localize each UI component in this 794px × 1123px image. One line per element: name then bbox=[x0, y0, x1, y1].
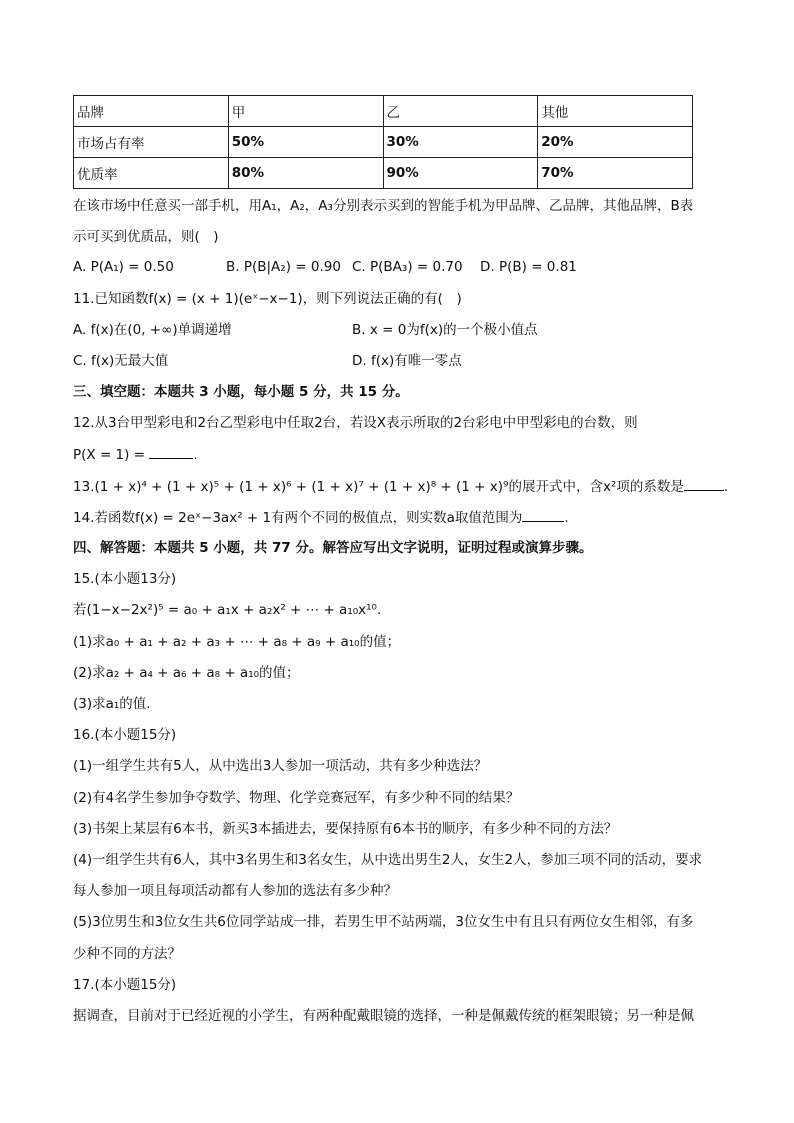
q11-option-c: C. f(x)无最大值 bbox=[73, 353, 169, 369]
table-cell: 90% bbox=[383, 158, 538, 189]
q15-given: 若(1−x−2x²)⁵ = a₀ + a₁x + a₂x² + ⋯ + a₁₀x¹⁰. bbox=[73, 602, 382, 618]
q14-line: 14.若函数f(x) = 2eˣ−3ax² + 1有两个不同的极值点，则实数a取值范围为 . bbox=[73, 507, 569, 528]
table-cell: 20% bbox=[538, 127, 693, 158]
q16-line: (2)有4名学生参加争夺数学、物理、化学竞赛冠军，有多少种不同的结果？ bbox=[73, 790, 520, 806]
q11-stem: 11.已知函数f(x) = (x + 1)(eˣ−x−1)，则下列说法正确的有( ) bbox=[73, 291, 462, 307]
table-cell: 80% bbox=[228, 158, 383, 189]
q10-option-d: D. P(B) = 0.81 bbox=[480, 259, 577, 275]
q10-stem-line2: 示可买到优质品，则( ) bbox=[73, 229, 219, 245]
table-header-cell: 其他 bbox=[538, 96, 693, 127]
q15-part-1: (1)求a₀ + a₁ + a₂ + a₃ + ⋯ + a₈ + a₉ + a₁₀的值； bbox=[73, 634, 401, 650]
q16-line: (3)书架上某层有6本书，新买3本插进去，要保持原有6本书的顺序，有多少种不同的方法？ bbox=[73, 821, 618, 837]
q16-line: 每人参加一项且每项活动都有人参加的选法有多少种？ bbox=[73, 883, 397, 899]
q10-option-c: C. P(BA₃) = 0.70 bbox=[352, 259, 463, 275]
q11-option-d: D. f(x)有唯一零点 bbox=[352, 353, 462, 369]
table-cell: 优质率 bbox=[74, 158, 229, 189]
q17-title: 17.(本小题15分) bbox=[73, 977, 177, 993]
table-header-cell: 品牌 bbox=[74, 96, 229, 127]
q16-line: (1)一组学生共有5人，从中选出3人参加一项活动，共有多少种选法？ bbox=[73, 758, 488, 774]
answer-blank bbox=[684, 476, 724, 491]
q15-title: 15.(本小题13分) bbox=[73, 571, 177, 587]
q15-part-3: (3)求a₁的值. bbox=[73, 696, 151, 712]
table-header-cell: 乙 bbox=[383, 96, 538, 127]
table-row bbox=[74, 158, 693, 189]
section3-heading: 三、填空题：本题共 3 小题，每小题 5 分，共 15 分。 bbox=[73, 384, 409, 400]
q11-option-b: B. x = 0为f(x)的一个极小值点 bbox=[352, 322, 538, 338]
table-cell: 市场占有率 bbox=[74, 127, 229, 158]
table-row bbox=[74, 127, 693, 158]
q16-line: (4)一组学生共有6人，其中3名男生和3名女生，从中选出男生2人，女生2人，参加三项不同的活动，要求 bbox=[73, 852, 703, 868]
answer-blank bbox=[522, 507, 564, 522]
table-cell: 50% bbox=[228, 127, 383, 158]
table-cell: 70% bbox=[538, 158, 693, 189]
q10-stem-line1: 在该市场中任意买一部手机，用A₁，A₂，A₃分别表示买到的智能手机为甲品牌、乙品牌，其他品牌，B表 bbox=[73, 198, 694, 214]
table-header-cell: 甲 bbox=[228, 96, 383, 127]
table-cell: 30% bbox=[383, 127, 538, 158]
section4-heading: 四、解答题：本题共 5 小题，共 77 分。解答应写出文字说明，证明过程或演算步骤。 bbox=[73, 540, 593, 556]
q17-line1: 据调查，目前对于已经近视的小学生，有两种配戴眼镜的选择，一种是佩戴传统的框架眼镜；另一种是佩 bbox=[73, 1008, 694, 1024]
q11-option-a: A. f(x)在(0, +∞)单调递增 bbox=[73, 322, 232, 338]
q16-line: (5)3位男生和3位女生共6位同学站成一排，若男生甲不站两端，3位女生中有且只有两位女生相邻，有多 bbox=[73, 914, 694, 930]
market-share-table bbox=[73, 95, 693, 189]
q10-option-b: B. P(B|A₂) = 0.90 bbox=[226, 259, 341, 275]
q12-expression: P(X = 1) = bbox=[73, 447, 150, 463]
q16-line: 少种不同的方法？ bbox=[73, 946, 181, 962]
table-header-row bbox=[74, 96, 693, 127]
q16-title: 16.(本小题15分) bbox=[73, 727, 177, 743]
q13-text: 13.(1 + x)⁴ + (1 + x)⁵ + (1 + x)⁶ + (1 + x)⁷ + (1 + x)⁸ + (1 + x)⁹的展开式中，含x²项的系数是 bbox=[73, 479, 684, 495]
q12-line1: 12.从3台甲型彩电和2台乙型彩电中任取2台，若设X表示所取的2台彩电中甲型彩电的台数，则 bbox=[73, 415, 638, 431]
answer-blank bbox=[149, 444, 193, 459]
q14-text: 14.若函数f(x) = 2eˣ−3ax² + 1有两个不同的极值点，则实数a取值范围为 bbox=[73, 510, 523, 526]
q13-line: 13.(1 + x)⁴ + (1 + x)⁵ + (1 + x)⁶ + (1 + x)⁷ + (1 + x)⁸ + (1 + x)⁹的展开式中，含x²项的系数是 . bbox=[73, 476, 728, 497]
q15-part-2: (2)求a₂ + a₄ + a₆ + a₈ + a₁₀的值； bbox=[73, 665, 300, 681]
q12-line2: P(X = 1) = . bbox=[73, 444, 198, 465]
q10-option-a: A. P(A₁) = 0.50 bbox=[73, 259, 174, 275]
